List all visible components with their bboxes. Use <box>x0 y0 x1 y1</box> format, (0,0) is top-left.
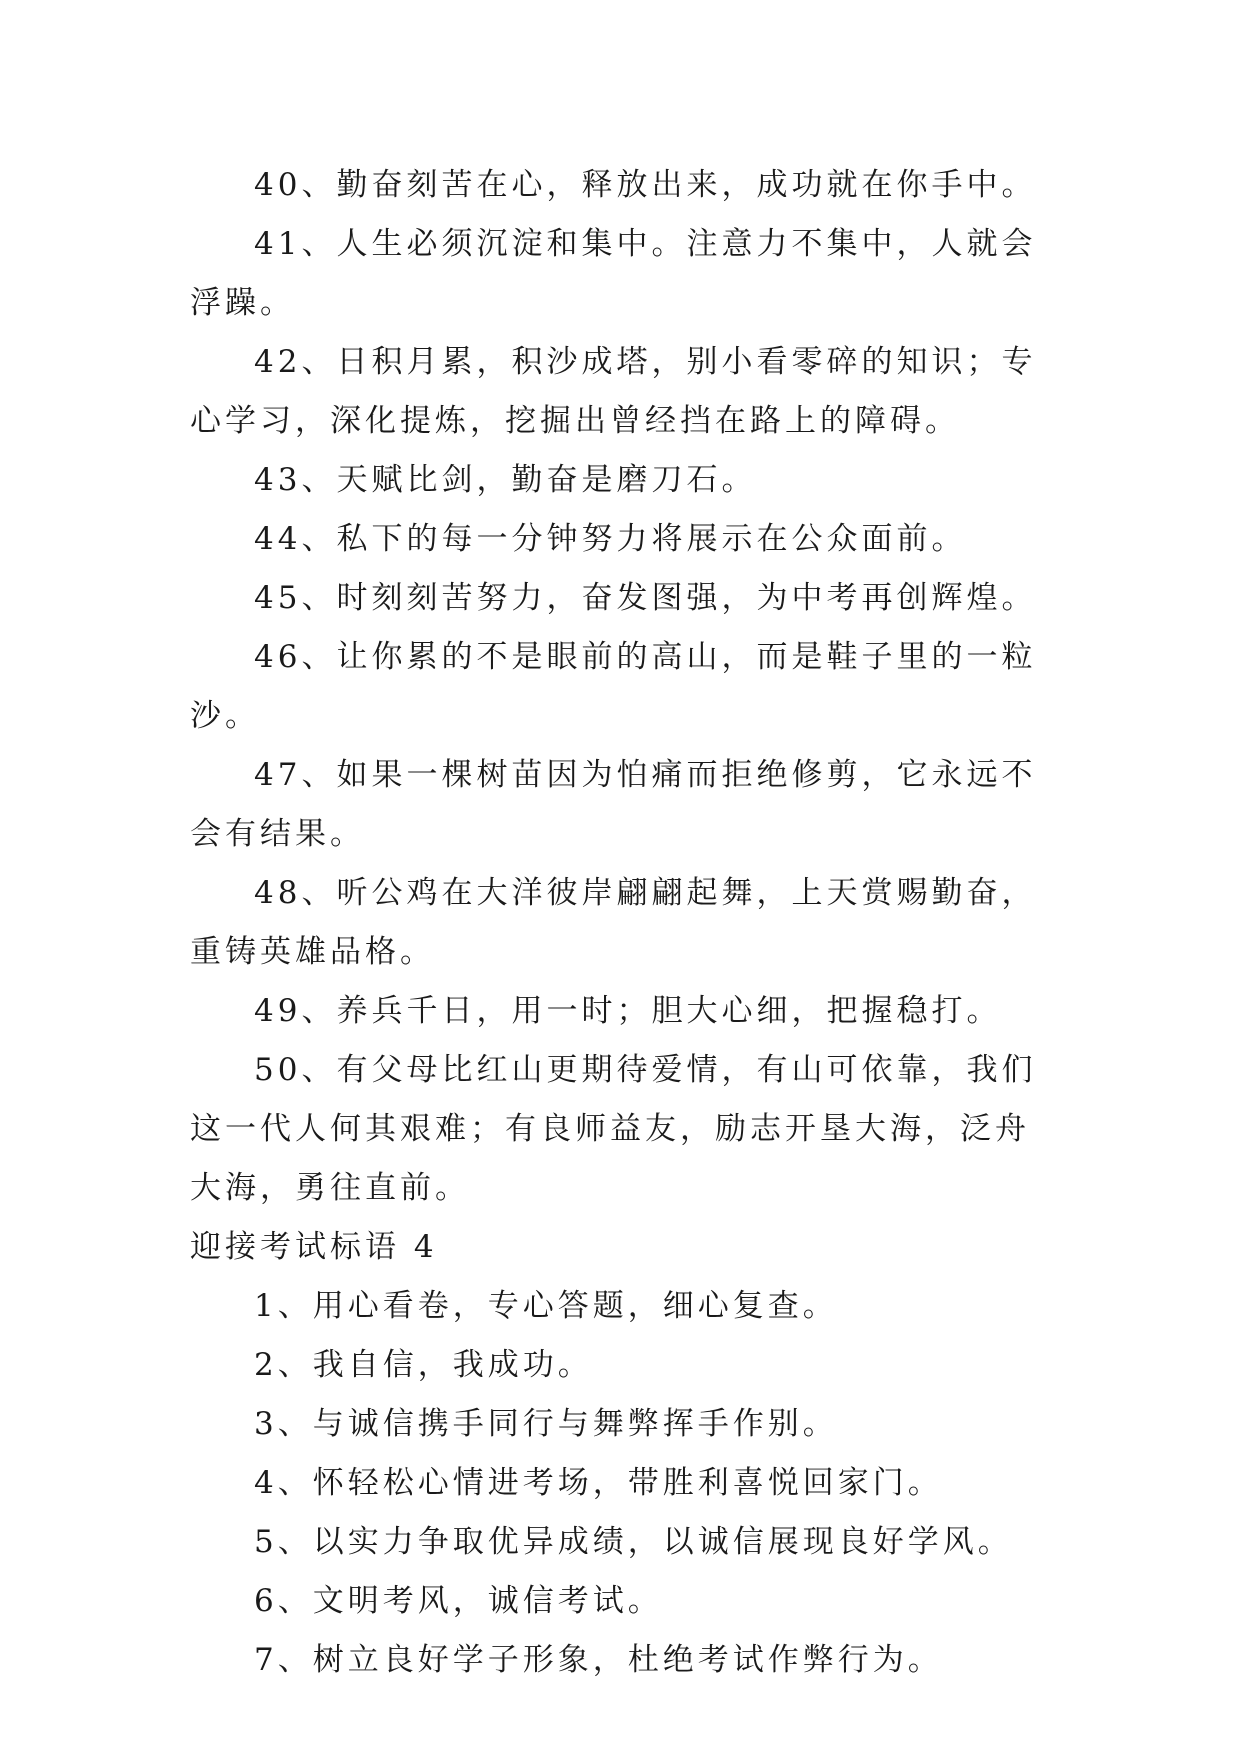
paragraph-47: 47、如果一棵树苗因为怕痛而拒绝修剪，它永远不会有结果。 <box>190 757 1037 852</box>
slogan-3: 3、与诚信携手同行与舞弊挥手作别。 <box>254 1406 838 1442</box>
section-heading: 迎接考试标语 4 <box>190 1229 438 1265</box>
slogan-7: 7、树立良好学子形象，杜绝考试作弊行为。 <box>254 1642 943 1678</box>
slogan-1: 1、用心看卷，专心答题，细心复查。 <box>254 1288 838 1324</box>
paragraph-40: 40、勤奋刻苦在心，释放出来，成功就在你手中。 <box>254 167 1037 203</box>
document-page <box>190 156 1058 1690</box>
paragraph-49: 49、养兵千日，用一时；胆大心细，把握稳打。 <box>254 993 1002 1029</box>
slogan-2: 2、我自信，我成功。 <box>254 1347 593 1383</box>
paragraph-43: 43、天赋比剑，勤奋是磨刀石。 <box>254 462 757 498</box>
paragraph-50: 50、有父母比红山更期待爱情，有山可依靠，我们这一代人何其艰难；有良师益友，励志开垦大海，泛舟大海，勇往直前。 <box>190 1052 1037 1206</box>
paragraph-41: 41、人生必须沉淀和集中。注意力不集中，人就会浮躁。 <box>190 226 1037 321</box>
slogan-6: 6、文明考风，诚信考试。 <box>254 1583 663 1619</box>
paragraph-44: 44、私下的每一分钟努力将展示在公众面前。 <box>254 521 967 557</box>
paragraph-48: 48、听公鸡在大洋彼岸翩翩起舞，上天赏赐勤奋，重铸英雄品格。 <box>190 875 1037 970</box>
paragraph-46: 46、让你累的不是眼前的高山，而是鞋子里的一粒沙。 <box>190 639 1037 734</box>
slogan-4: 4、怀轻松心情进考场，带胜利喜悦回家门。 <box>254 1465 943 1501</box>
paragraph-45: 45、时刻刻苦努力，奋发图强，为中考再创辉煌。 <box>254 580 1037 616</box>
slogan-5: 5、以实力争取优异成绩，以诚信展现良好学风。 <box>254 1524 1013 1560</box>
paragraph-42: 42、日积月累，积沙成塔，别小看零碎的知识；专心学习，深化提炼，挖掘出曾经挡在路上的障碍。 <box>190 344 1037 439</box>
